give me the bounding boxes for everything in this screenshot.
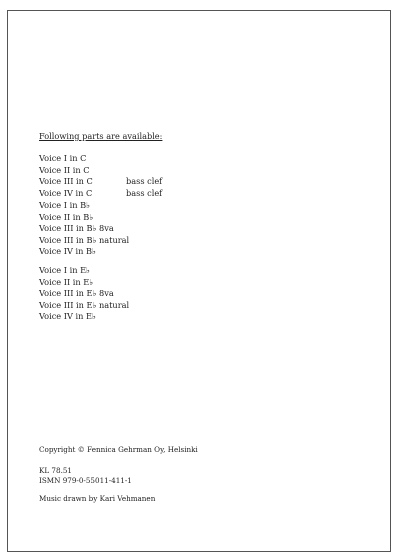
part-name: Voice II in E♭: [39, 276, 94, 287]
part-name: Voice III in B♭ 8va: [39, 223, 114, 234]
part-name: Voice II in B♭: [39, 211, 94, 222]
parts-heading: Following parts are available:: [39, 131, 163, 141]
document-page: [7, 10, 391, 552]
part-row: [39, 223, 129, 235]
part-row: [39, 212, 129, 224]
part-name: Voice II in C: [39, 164, 90, 175]
part-row: [39, 311, 129, 323]
part-row: [39, 187, 163, 200]
parts-group-b-flat: [39, 200, 129, 258]
part-name: Voice III in E♭ 8va: [39, 288, 114, 299]
copyright-line: Copyright © Fennica Gehrman Oy, Helsinki: [39, 445, 198, 454]
part-row: [39, 165, 93, 177]
part-name: Voice I in C: [39, 153, 87, 163]
part-name: Voice I in B♭: [39, 200, 90, 210]
part-row: [39, 176, 163, 188]
part-name: Voice IV in C: [39, 187, 93, 198]
part-name: Voice III in C: [39, 176, 93, 187]
part-name: Voice I in E♭: [39, 265, 90, 275]
part-name: Voice IV in E♭: [39, 311, 96, 322]
part-row: [39, 288, 129, 300]
part-row: [39, 235, 129, 247]
part-row: [39, 300, 129, 312]
part-row: [39, 277, 129, 289]
parts-group-c: [39, 153, 163, 199]
catalog-number: KL 78.51: [39, 466, 73, 475]
part-name: Voice III in E♭ natural: [39, 299, 130, 310]
part-name: Voice III in B♭ natural: [39, 234, 130, 245]
part-row: [39, 153, 93, 165]
part-row: [39, 200, 129, 212]
part-row: [39, 265, 129, 277]
ismn-number: ISMN 979-0-55011-411-1: [39, 476, 132, 485]
part-name: Voice IV in B♭: [39, 246, 96, 257]
part-note: bass clef: [126, 187, 163, 198]
parts-group-e-flat: [39, 265, 129, 323]
engraver-credit: Music drawn by Kari Vehmanen: [39, 494, 156, 503]
part-row: [39, 246, 129, 258]
part-note: bass clef: [126, 176, 163, 187]
